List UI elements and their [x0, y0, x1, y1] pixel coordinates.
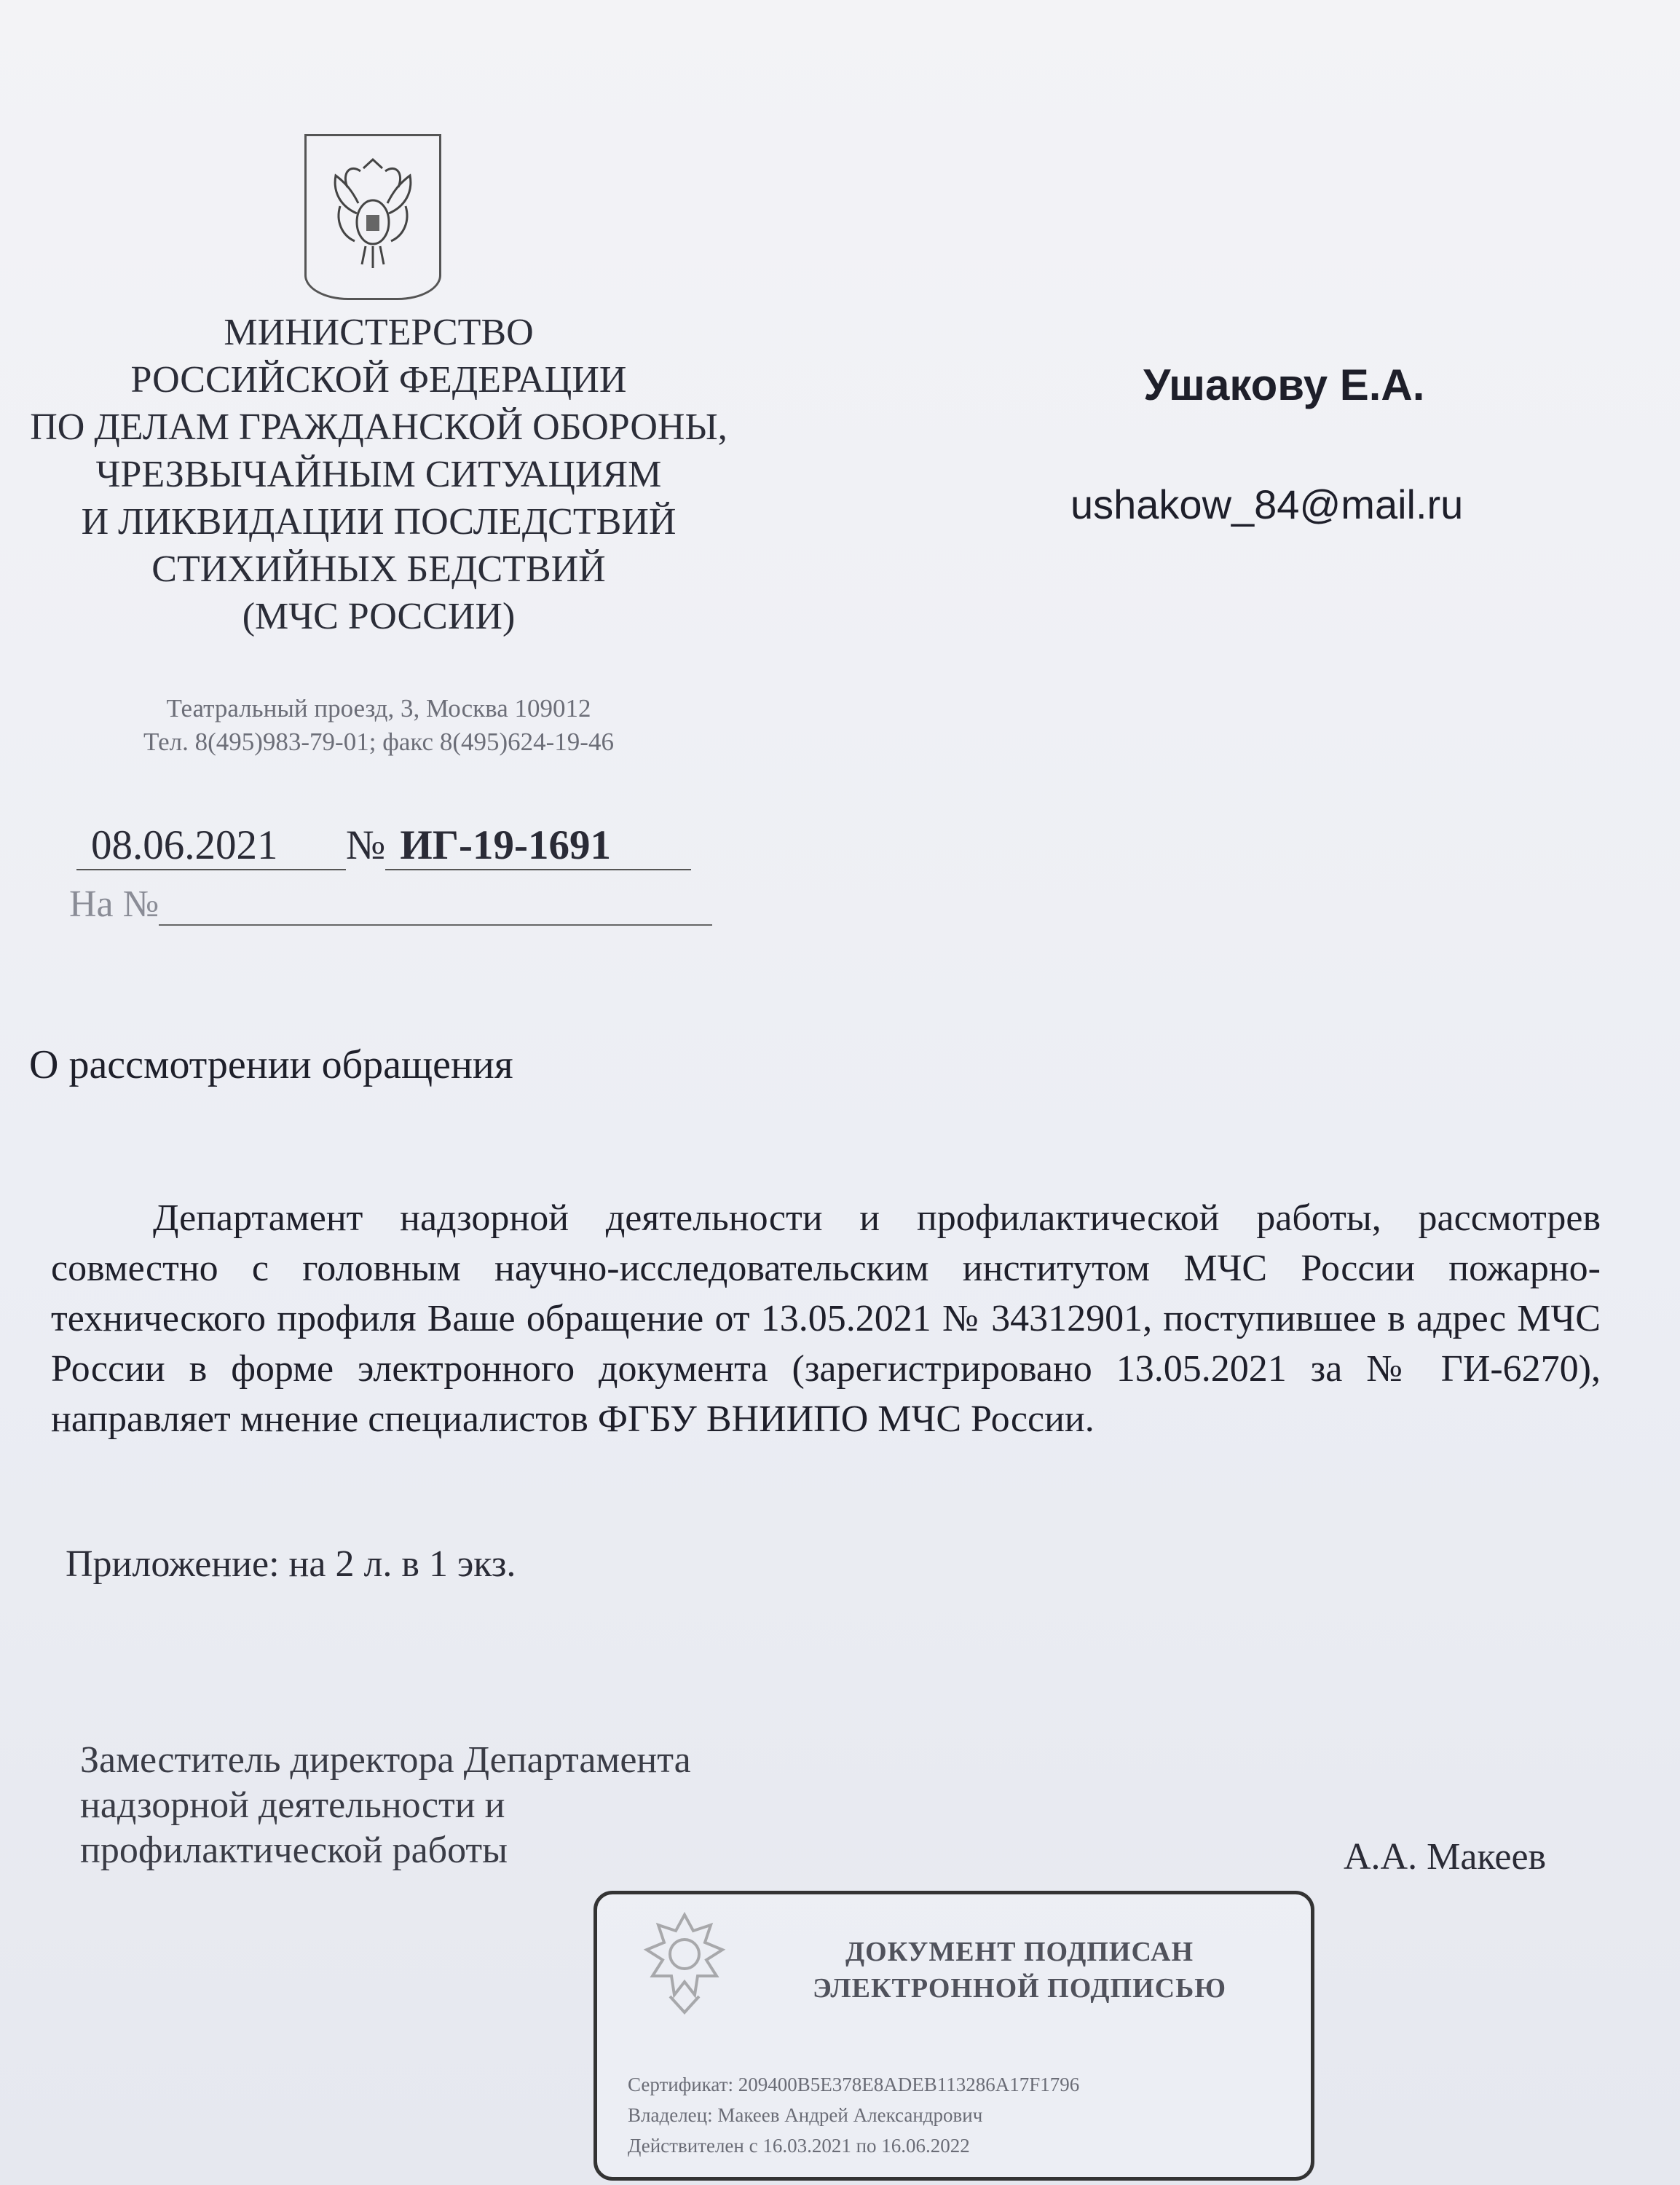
registration-number: ИГ-19-1691 — [385, 822, 691, 870]
ministry-line: ПО ДЕЛАМ ГРАЖДАНСКОЙ ОБОРОНЫ, — [30, 406, 727, 448]
recipient-name: Ушакову Е.А. — [1143, 361, 1425, 409]
signer-position-line: Заместитель директора Департамента — [80, 1739, 691, 1781]
stamp-details — [628, 2069, 1079, 2161]
sender-address — [58, 692, 699, 759]
reply-label: На № — [69, 883, 159, 925]
ministry-line: МИНИСТЕРСТВО — [224, 312, 534, 353]
stamp-title-line: ЭЛЕКТРОННОЙ ПОДПИСЬЮ — [812, 1973, 1227, 2004]
stamp-title-line: ДОКУМЕНТ ПОДПИСАН — [845, 1937, 1194, 1967]
letter-subject: О рассмотрении обращения — [29, 1042, 513, 1087]
address-line: Театральный проезд, 3, Москва 109012 — [166, 694, 591, 723]
reply-to-line — [69, 883, 712, 926]
electronic-signature-stamp — [593, 1891, 1314, 2181]
signer-position — [80, 1738, 691, 1873]
coat-of-arms-icon — [304, 134, 441, 300]
ministry-line: РОССИЙСКОЙ ФЕДЕРАЦИИ — [130, 359, 627, 401]
recipient-email: ushakow_84@mail.ru — [1070, 481, 1464, 527]
signer-position-line: профилактической работы — [80, 1830, 508, 1871]
letter-body: Департамент надзорной деятельности и профилактической работы, рассмотрев совместно с головным научно-исследовательским институтом МЧС России пожарно-технического профиля Ваше обращение от 13.05.2021 № 34312901, поступившее в адрес МЧС России в форме электронного документа (зарегистрировано 13.05.2021 за № ГИ-6270), направляет мнение специалистов ФГБУ ВНИИПО МЧС России. — [51, 1197, 1601, 1440]
signer-position-line: надзорной деятельности и — [80, 1784, 505, 1826]
reply-blank — [159, 886, 712, 926]
ministry-header — [0, 309, 757, 640]
registration-date: 08.06.2021 — [76, 822, 346, 870]
stamp-owner: Владелец: Макеев Андрей Александрович — [628, 2104, 983, 2126]
ministry-line: И ЛИКВИДАЦИИ ПОСЛЕДСТВИЙ — [81, 501, 677, 543]
signer-name: А.А. Макеев — [1344, 1836, 1547, 1878]
attachment-note: Приложение: на 2 л. в 1 экз. — [66, 1543, 516, 1585]
number-sign: № — [346, 822, 386, 868]
double-headed-eagle-icon — [326, 155, 420, 279]
stamp-title — [743, 1934, 1296, 2007]
stamp-certificate: Сертификат: 209400B5E378E8ADEB113286A17F1796 — [628, 2074, 1080, 2095]
ministry-line: ЧРЕЗВЫЧАЙНЫМ СИТУАЦИЯМ — [95, 454, 662, 495]
ministry-line: (МЧС РОССИИ) — [242, 596, 516, 637]
phone-line: Тел. 8(495)983-79-01; факс 8(495)624-19-46 — [143, 728, 614, 756]
mchs-emblem-icon — [641, 1909, 728, 2018]
ministry-line: СТИХИЙНЫХ БЕДСТВИЙ — [151, 548, 606, 590]
registration-line — [76, 822, 691, 870]
stamp-validity: Действителен с 16.03.2021 по 16.06.2022 — [628, 2135, 970, 2157]
